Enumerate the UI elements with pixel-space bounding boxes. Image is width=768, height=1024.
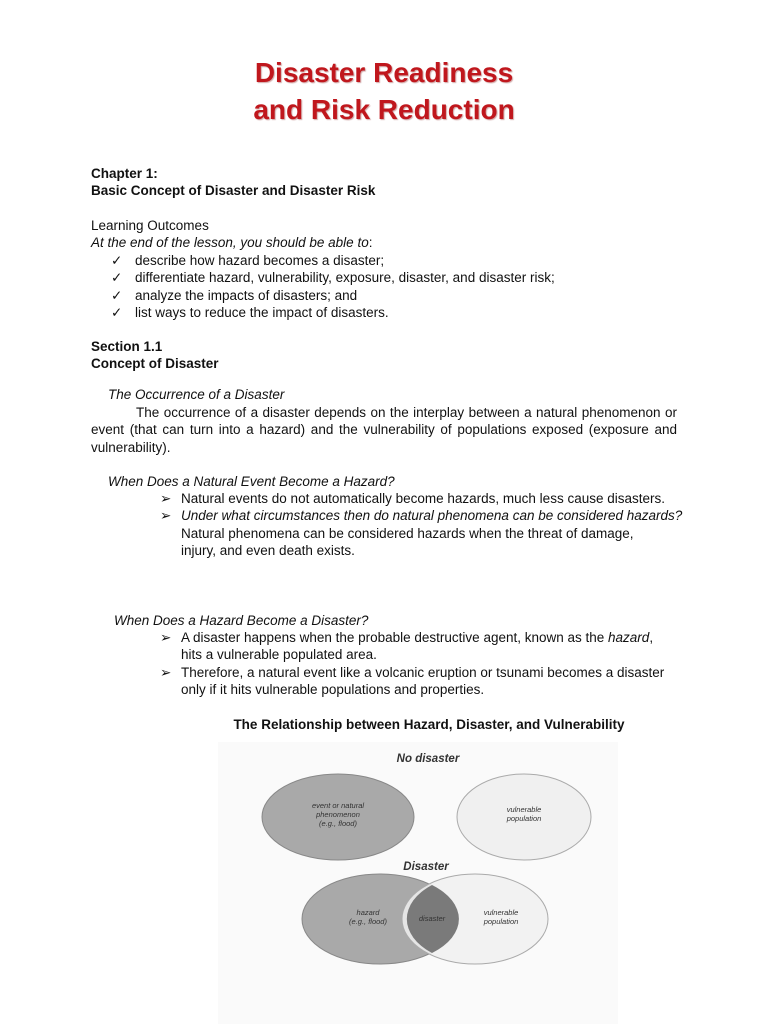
outcomes-list	[91, 252, 555, 322]
no-disaster-label: No disaster	[396, 753, 460, 765]
list-item-text: describe how hazard becomes a disaster;	[135, 252, 385, 268]
outcomes-heading: Learning Outcomes	[91, 218, 209, 233]
check-mark-icon: ✓	[111, 270, 123, 286]
list-item-text: A disaster happens when the probable destructive agent, known as the	[181, 630, 609, 645]
list-item-text: analyze the impacts of disasters; and	[135, 287, 358, 303]
hazard-disaster-list	[160, 629, 690, 699]
vulnerable-population-text-2: population	[483, 917, 519, 926]
title-line-1: Disaster Readiness	[254, 57, 514, 88]
list-item	[160, 629, 661, 664]
outcomes-intro-colon: :	[368, 235, 373, 251]
disaster-label: Disaster	[403, 861, 449, 873]
venn-diagram	[218, 742, 618, 1024]
hazard-text-1: hazard	[356, 908, 380, 917]
list-item-text: Natural events do not automatically become hazards, much less cause disasters.	[181, 491, 665, 506]
chapter-label: Chapter 1:	[91, 166, 158, 181]
list-item-text: differentiate hazard, vulnerability, exposure, disaster, and disaster risk;	[135, 270, 555, 286]
learning-outcomes	[91, 217, 555, 321]
hazard-disaster-heading: When Does a Hazard Become a Disaster?	[114, 613, 369, 628]
check-mark-icon: ✓	[111, 252, 123, 268]
chapter-heading: Basic Concept of Disaster and Disaster Risk	[91, 183, 376, 199]
arrowhead-bullet-icon: ➢	[160, 630, 172, 645]
section-block	[91, 338, 219, 373]
list-item-text: , hits a vulnerable populated area.	[181, 630, 654, 663]
phenomenon-text-3: (e.g., flood)	[319, 819, 357, 828]
list-item	[111, 252, 555, 269]
list-item	[111, 304, 555, 321]
occurrence-paragraph: The occurrence of a disaster depends on the interplay between a natural phenomenon or event (that can turn into a hazard) and the vulnerability of populations exposed (exposure and vulnerability).	[91, 405, 677, 455]
arrowhead-bullet-icon: ➢	[160, 664, 172, 680]
document-title	[0, 54, 768, 128]
population-text-2: population	[506, 814, 542, 823]
list-item-text: list ways to reduce the impact of disasters.	[135, 305, 389, 321]
population-text-1: vulnerable	[506, 805, 542, 814]
list-item	[111, 287, 555, 304]
list-item	[160, 507, 686, 524]
list-item	[160, 664, 686, 699]
section-label: Section 1.1	[91, 339, 163, 354]
list-item	[160, 490, 690, 507]
natural-event-list	[160, 490, 690, 560]
hazard-text-2: (e.g., flood)	[349, 917, 387, 926]
outcomes-intro: At the end of the lesson, you should be able to	[91, 235, 369, 251]
phenomenon-text-1: event or natural	[311, 801, 365, 810]
title-line-2: and Risk Reduction	[253, 94, 515, 125]
list-item-emphasis: hazard	[608, 630, 650, 645]
list-item-question: Under what circumstances then do natural phenomena can be considered hazards?	[181, 508, 683, 524]
check-mark-icon: ✓	[111, 305, 123, 321]
section-heading: Concept of Disaster	[91, 356, 219, 372]
arrowhead-bullet-icon: ➢	[160, 508, 172, 524]
chapter-block	[91, 165, 375, 200]
list-item-answer: Natural phenomena can be considered hazards when the threat of damage, injury, and even death exists.	[181, 525, 634, 559]
list-item-text: Therefore, a natural event like a volcanic eruption or tsunami becomes a disaster only if it hits vulnerable populations and properties.	[181, 664, 665, 698]
occurrence-heading: The Occurrence of a Disaster	[108, 387, 285, 402]
natural-event-heading: When Does a Natural Event Become a Hazard?	[108, 474, 395, 489]
disaster-overlap-text: disaster	[418, 914, 446, 923]
figure-caption: The Relationship between Hazard, Disaster, and Vulnerability	[233, 717, 625, 732]
arrowhead-bullet-icon: ➢	[160, 491, 172, 506]
check-mark-icon: ✓	[111, 287, 123, 303]
vulnerable-population-text-1: vulnerable	[483, 908, 519, 917]
list-item	[111, 269, 555, 286]
phenomenon-text-2: phenomenon	[316, 810, 360, 819]
